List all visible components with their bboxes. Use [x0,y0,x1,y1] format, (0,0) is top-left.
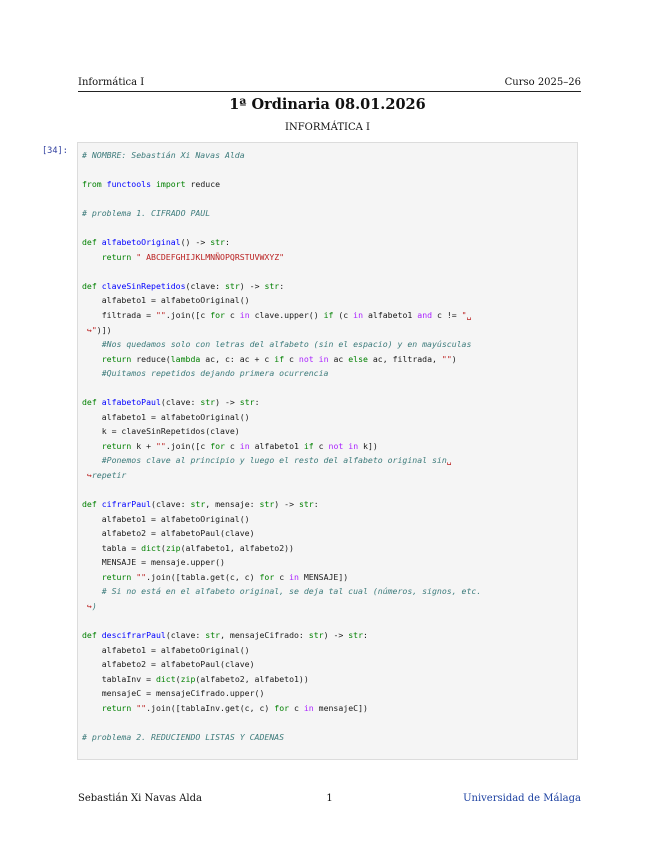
code-token: in [348,440,359,451]
code-token: " ABCDEFGHIJKLMNÑOPQRSTUVWXYZ" [136,251,285,262]
code-token: # Si no está en el alfabeto original, se deja tal cual (números, signos, etc. [101,586,482,597]
code-token: ( [175,673,181,684]
code-token: return [101,440,132,451]
code-token: c [284,353,299,364]
code-token: alfabeto1 [249,440,304,451]
page-header [78,77,581,93]
page-footer [78,793,581,807]
code-token [82,354,102,364]
code-line [82,614,575,629]
code-token: k = claveSinRepetidos(clave) [82,426,240,437]
code-token: : [254,397,260,408]
code-token: ↪ [82,324,92,335]
code-token [82,339,102,349]
code-token: ac, filtrada, [367,353,442,364]
header-academic-year: Curso 2025–26 [504,77,581,88]
code-token: cifrarPaul [101,499,152,510]
code-token: alfabeto2 = alfabetoPaul(clave) [82,659,255,670]
code-line [82,206,575,221]
code-token: from [82,179,102,190]
code-token: dict [155,673,176,684]
code-line [82,250,575,265]
code-token: mensajeC = mensajeCifrado.upper() [82,688,265,699]
code-token: MENSAJE = mensaje.upper() [82,557,225,568]
code-line [82,483,575,498]
code-token: alfabeto1 = alfabetoOriginal() [82,411,250,422]
code-token: #Quitamos repetidos dejando primera ocurrencia [101,368,329,379]
code-token: ac, c: ac + c [200,353,275,364]
code-token: .join([tablaInv.get(c, c) [146,702,275,713]
code-line [82,221,575,236]
code-token: ↪ [82,600,92,611]
code-token [82,572,102,582]
code-token: (clave: [185,280,225,291]
document-subtitle: INFORMÁTICA I [285,122,370,133]
code-token: for [210,310,225,321]
code-line [82,192,575,207]
code-line [82,497,575,512]
code-line [82,381,575,396]
code-token: ) -> [323,630,349,641]
code-token: def [82,280,97,291]
code-token: tablaInv = [82,673,156,684]
code-line [82,293,575,308]
code-line [82,628,575,643]
header-course-name: Informática I [78,77,145,88]
code-token: zip [180,673,196,684]
code-token: c [224,310,240,321]
code-token: MENSAJE]) [298,571,349,582]
header-rule [78,91,581,92]
code-token: (clave: [160,397,201,408]
code-token: # NOMBRE: Sebastián Xi Navas Alda [82,150,245,160]
code-line [82,512,575,527]
code-line [82,148,575,163]
code-token: in [289,571,299,582]
code-cell [77,142,578,760]
code-token: .join([tabla.get(c, c) [146,571,260,582]
code-line [82,279,575,294]
code-token: (clave: [151,499,191,510]
code-token: str [210,237,225,248]
code-token: return [101,702,132,713]
code-token: str [190,499,206,510]
code-token: (c [333,310,354,321]
code-line [82,730,575,745]
code-line [82,657,575,672]
code-token: str [259,499,275,510]
code-token: (clave: [165,630,206,641]
code-line [82,599,575,614]
code-line [82,337,575,352]
code-token: in [318,353,329,364]
code-token: for [210,440,225,451]
code-line [82,541,575,556]
code-token: in [239,310,250,321]
code-token: )]) [96,324,112,335]
code-token: str [239,397,255,408]
code-token: alfabeto2 = alfabetoPaul(clave) [82,528,255,539]
code-token: if [274,353,285,364]
code-token [82,455,102,465]
code-line [82,235,575,250]
code-token: alfabeto1 = alfabetoOriginal() [82,644,250,655]
code-token: in [303,702,314,713]
code-line [82,264,575,279]
code-token: str [308,630,324,641]
code-token: dict [141,542,161,553]
code-token: filtrada = [82,310,156,321]
code-token: str [205,630,221,641]
code-token: tabla = [82,542,142,553]
code-token: and [417,310,433,321]
code-line [82,643,575,658]
code-line [82,366,575,381]
code-token: ␣ [446,455,452,466]
code-token: " [461,310,467,321]
code-token: .join([c [165,440,211,451]
code-line [82,395,575,410]
code-token: "" [155,440,166,451]
code-token: def [82,237,97,248]
code-token: import [155,179,186,190]
code-line [82,323,575,338]
code-token: str [200,397,216,408]
code-token: alfabetoOriginal [101,237,181,248]
code-token: str [348,630,364,641]
code-token: "" [155,310,166,321]
code-token: str [264,280,280,291]
code-token: .join([c [165,310,211,321]
code-token: clave.upper() [249,310,324,321]
code-token: alfabeto1 [363,310,418,321]
footer-author: Sebastián Xi Navas Alda [78,793,202,804]
code-token: not [328,440,344,451]
code-token: str [224,280,240,291]
code-token: : [363,630,368,641]
code-token: # problema 1. CIFRADO PAUL [82,208,211,219]
code-token: descifrarPaul [101,630,166,641]
code-token: c [274,571,290,582]
code-line [82,686,575,701]
code-token: ( [160,542,166,553]
code-line [82,177,575,192]
code-line [82,308,575,323]
code-token: , mensajeCifrado: [220,630,309,641]
code-token: ac [328,353,349,364]
code-token: , mensaje: [205,499,260,510]
code-token: c [313,440,329,451]
code-token: "" [136,571,147,582]
code-line [82,439,575,454]
code-token: lambda [170,353,201,364]
code-token: else [348,353,368,364]
code-token: reduce [185,179,221,190]
code-token: str [298,499,314,510]
code-token: return [101,571,132,582]
code-line [82,584,575,599]
code-line [82,526,575,541]
code-token: ) -> [215,397,240,408]
code-token: alfabeto1 = alfabetoOriginal() [82,295,250,306]
code-token: def [82,499,97,510]
footer-university: Universidad de Málaga [463,793,581,804]
code-token: alfabeto1 = alfabetoOriginal() [82,513,250,524]
code-token: in [239,440,250,451]
code-token: not [298,353,314,364]
code-token: #Ponemos clave al principio y luego el resto del alfabeto original sin [101,455,447,466]
code-token: alfabetoPaul [101,397,161,408]
code-token: if [323,310,334,321]
code-token: mensajeC]) [313,702,368,713]
code-token: ) -> [239,280,265,291]
code-token: def [82,630,97,641]
code-token: return [101,353,132,364]
code-line [82,555,575,570]
code-token: () -> [180,237,211,248]
code-token: : [313,499,319,510]
code-line [82,410,575,425]
code-token: "" [136,702,147,713]
code-line [82,570,575,585]
code-token: if [303,440,314,451]
code-token [82,703,102,713]
cell-execution-prompt: [34]: [42,146,68,156]
code-token: ) [91,600,97,611]
code-token: #Nos quedamos solo con letras del alfabeto (sin el espacio) y en mayúsculas [101,339,472,350]
code-token: (alfabeto1, alfabeto2)) [180,542,294,553]
code-token: c [224,440,240,451]
code-line [82,468,575,483]
code-token: functools [106,179,152,190]
footer-page-number: 1 [326,793,333,804]
code-token [82,441,102,451]
code-token: for [274,702,290,713]
code-token: : [279,280,285,291]
code-token: ↪ [82,470,92,481]
code-line [82,701,575,716]
code-token [82,368,102,378]
code-line [82,424,575,439]
code-token: ) [451,353,457,364]
code-token [82,586,102,596]
code-token: ) -> [274,499,299,510]
code-token: " [91,324,97,335]
code-block [82,148,575,744]
code-token: "" [441,353,452,364]
code-token: for [259,571,275,582]
code-token: ␣ [466,310,472,321]
code-token: def [82,397,97,408]
code-token: (alfabeto2, alfabeto1)) [195,673,309,684]
code-line [82,715,575,730]
code-token: : [224,237,230,248]
code-line [82,672,575,687]
code-token: # problema 2. REDUCIENDO LISTAS Y CADENAS [82,731,285,742]
code-token: zip [165,542,181,553]
code-token: repetir [91,470,127,481]
code-token: in [353,310,364,321]
document-title: 1ª Ordinaria 08.01.2026 [229,96,426,113]
code-line [82,453,575,468]
code-token: claveSinRepetidos [101,280,186,291]
code-token [82,252,102,262]
code-token: return [101,251,132,262]
code-token: c != [432,310,462,321]
code-line [82,352,575,367]
code-line [82,163,575,178]
code-token: k + [131,440,156,451]
code-token: c [289,702,304,713]
code-token: reduce( [131,353,171,364]
code-token: k]) [358,440,378,451]
